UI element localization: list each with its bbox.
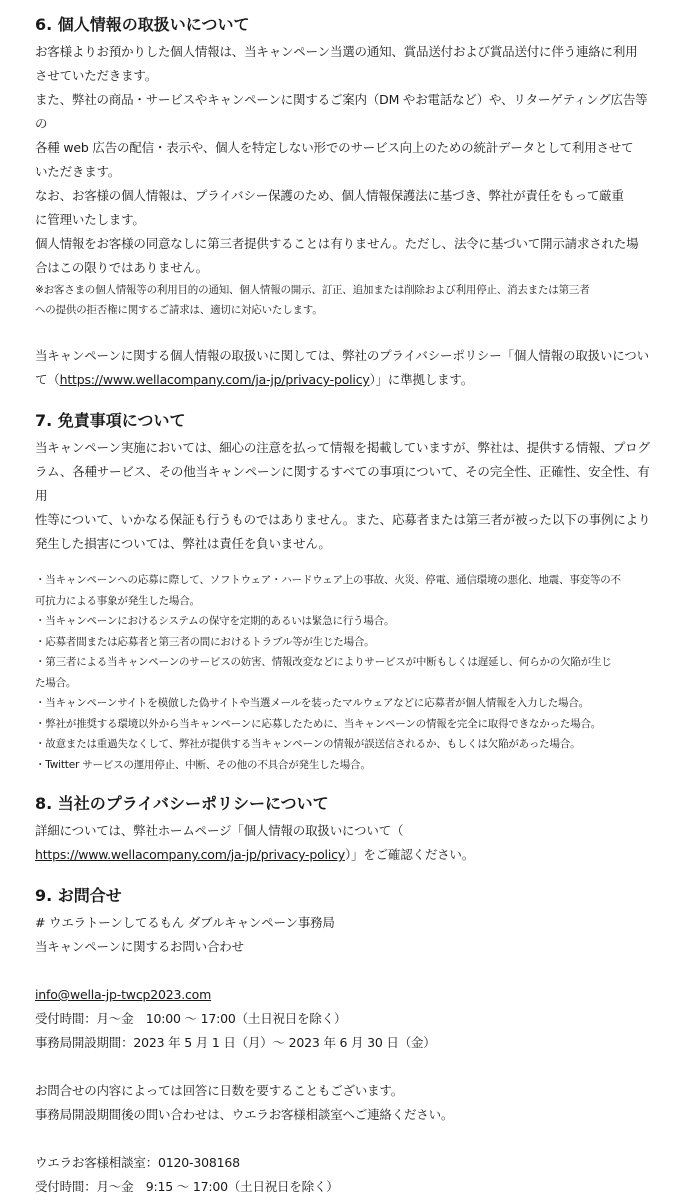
office-subtitle: 当キャンペーンに関するお問い合わせ [35,939,244,954]
paragraph-line: 詳細については、弊社ホームページ「個人情報の取扱いについて（ [35,823,404,838]
text-span: ）」に準拠します。 [369,372,474,387]
paragraph-line [35,983,654,1007]
paragraph-line: 発生した損害については、弊社は責任を負いません。 [35,536,331,551]
paragraph-line: なお、お客様の個人情報は、プライバシー保護のため、個人情報保護法に基づき、弊社が責任をもって厳重 [35,188,624,203]
list-item: 可抗力による事象が発生した場合。 [35,594,200,607]
section-disclaimer [35,406,654,775]
paragraph-line: お問合せの内容によっては回答に日数を要することもございます。 [35,1083,404,1098]
spacer [35,320,654,344]
list-item: ・Twitter サービスの運用停止、中断、その他の不具合が発生した場合。 [35,758,371,771]
contact-email-link[interactable]: info@wella-jp-twcp2023.com [35,987,212,1002]
spacer [35,1055,654,1079]
paragraph-line: また、弊社の商品・サービスやキャンペーンに関するご案内（DM やお電話など）や、リターゲティング広告等の [35,92,648,131]
privacy-policy-link[interactable]: https://www.wellacompany.com/ja-jp/privacy-policy [35,847,345,862]
paragraph-line: いただきます。 [35,164,121,179]
text-span: ）」をご確認ください。 [344,847,475,862]
list-item: ・弊社が推奨する環境以外から当キャンペーンに応募したために、当キャンペーンの情報を完全に取得できなかった場合。 [35,717,602,730]
paragraph-line [35,368,654,392]
section-7-title: 7. 免責事項について [35,411,186,430]
spacer [35,556,654,570]
spacer [35,392,654,406]
paragraph-line: 個人情報をお客様の同意なしに第三者提供することは有りません。ただし、法令に基づいて開示請求された場 [35,236,639,251]
office-name: # ウエラトーンしてるもん ダブルキャンペーン事務局 [35,915,335,930]
consult-hours: 受付時間：月～金 9:15 ～ 17:00（土日祝日を除く） [35,1179,339,1194]
section-privacy-handling [35,10,654,392]
disclaimer-list [35,570,654,775]
office-period: 事務局開設期間：2023 年 5 月 1 日（月）～ 2023 年 6 月 30 日（金） [35,1035,436,1050]
list-item: ・応募者間または応募者と第三者の間におけるトラブル等が生じた場合。 [35,635,375,648]
privacy-policy-link[interactable]: https://www.wellacompany.com/ja-jp/privacy-policy [59,372,370,387]
list-item: ・当キャンペーンサイトを模倣した偽サイトや当選メールを装ったマルウェアなどに応募者が個人情報を入力した場合。 [35,697,589,709]
spacer [35,959,654,983]
section-contact [35,881,654,1199]
paragraph-line: 合はこの限りではありません。 [35,260,208,275]
footnote-line: への提供の拒否権に関するご請求は、適切に対応いたします。 [35,304,323,316]
paragraph-line: お客様よりお預かりした個人情報は、当キャンペーン当選の通知、賞品送付および賞品送付に伴う連絡に利用 [35,44,638,59]
list-item: ・第三者による当キャンペーンのサービスの妨害、情報改変などによりサービスが中断もしくは遅延し、何らかの欠陥が生じ [35,656,612,668]
list-item: ・故意または重過失なくして、弊社が提供する当キャンペーンの情報が誤送信されるか、もしくは欠陥があった場合。 [35,738,581,750]
list-item: た場合。 [35,676,77,689]
paragraph-line: に管理いたします。 [35,212,145,227]
spacer [35,775,654,789]
spacer [35,867,654,881]
list-item: ・当キャンペーンにおけるシステムの保守を定期的あるいは緊急に行う場合。 [35,615,395,627]
office-hours: 受付時間：月～金 10:00 ～ 17:00（土日祝日を除く） [35,1011,347,1026]
paragraph-line: 当キャンペーン実施においては、細心の注意を払って情報を掲載していますが、弊社は、提供する情報、プログ [35,440,650,455]
footnote-line: ※お客さまの個人情報等の利用目的の通知、個人情報の開示、訂正、追加または削除および利用停止、消去または第三者 [35,284,590,296]
paragraph-line: 性等について、いかなる保証も行うものではありません。また、応募者または第三者が被った以下の事例により [35,512,651,527]
list-item: ・当キャンペーンへの応募に際して、ソフトウェア・ハードウェア上の事故、火災、停電、通信環境の悪化、地震、事変等の不 [35,574,621,586]
paragraph-line: 事務局開設期間後の問い合わせは、ウエラお客様相談室へご連絡ください。 [35,1107,454,1122]
paragraph-line [35,843,654,867]
section-6-title: 6. 個人情報の取扱いについて [35,15,250,34]
consult-phone: ウエラお客様相談室：0120-308168 [35,1155,240,1170]
section-8-title: 8. 当社のプライバシーポリシーについて [35,794,329,813]
spacer [35,1127,654,1151]
paragraph-line: 各種 web 広告の配信・表示や、個人を特定しない形でのサービス向上のための統計データとして利用させて [35,140,634,155]
section-9-title: 9. お問合せ [35,886,122,905]
text-span: て（ [35,372,60,387]
section-privacy-policy [35,789,654,867]
paragraph-line: させていただきます。 [35,68,158,83]
paragraph-line: ラム、各種サービス、その他当キャンペーンに関するすべての事項について、その完全性、正確性、安全性、有用 [35,464,650,503]
paragraph-line: 当キャンペーンに関する個人情報の取扱いに関しては、弊社のプライバシーポリシー「個人情報の取扱いについ [35,348,649,363]
